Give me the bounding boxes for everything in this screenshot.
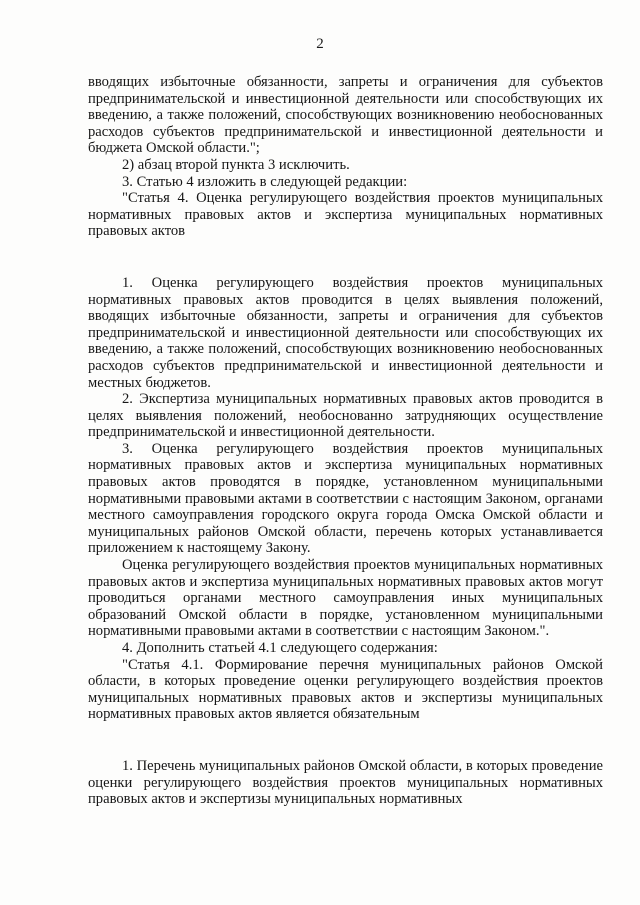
article-4-1-point-1: 1. Перечень муниципальных районов Омской области, в которых проведение оценки регулирующего воздействия проектов муниципальных нормативных правовых актов и экспертизы муниципальных нормативных (88, 757, 603, 808)
paragraph-item-2: 2) абзац второй пункта 3 исключить. (122, 156, 350, 173)
article-4-point-2: 2. Экспертиза муниципальных нормативных правовых актов проводится в целях выявления положений, необоснованно затрудняющих осуществление предпринимательской и инвестиционной деятельности. (88, 391, 603, 441)
article-4-point-1: 1. Оценка регулирующего воздействия проектов муниципальных нормативных правовых актов проводится в целях выявления положений, вводящих избыточные обязанности, запреты и ограничения для субъектов предпринимательской и инвестиционной деятельности или способствующих их введению, а также положений, способствующих возникновению необоснованных расходов субъектов предпринимательской и инвестиционной деятельности и местных бюджетов. (88, 274, 603, 391)
article-4-point-3: 3. Оценка регулирующего воздействия проектов муниципальных нормативных правовых актов и экспертиза муниципальных нормативных правовых актов проводятся в порядке, установленном муниципальными нормативными правовыми актами в соответствии с настоящим Законом, органами местного самоуправления городского округа города Омска Омской области и муниципальных районов Омской области, перечень которых устанавливается приложением к настоящему Закону. (88, 440, 603, 557)
article-4-point-3-paragraph-2: Оценка регулирующего воздействия проектов муниципальных нормативных правовых актов и экспертиза муниципальных нормативных правовых актов могут проводиться органами местного самоуправления иных муниципальных образований Омской области в порядке, установленном муниципальными нормативными правовыми актами в соответствии с настоящим Законом.". (88, 557, 603, 640)
paragraph-continuation: вводящих избыточные обязанности, запреты и ограничения для субъектов предпринимательской и инвестиционной деятельности или способствующих их введению, а также положений, способствующих возникновению необоснованных расходов субъектов предпринимательской и инвестиционной деятельности и бюджета Омской области."; (88, 74, 603, 157)
article-4-heading: "Статья 4. Оценка регулирующего воздействия проектов муниципальных нормативных правовых актов и экспертиза муниципальных нормативных правовых актов (88, 190, 603, 240)
paragraph-item-3: 3. Статью 4 изложить в следующей редакции: (122, 173, 408, 190)
page-number: 2 (316, 36, 324, 52)
article-4-1-heading: "Статья 4.1. Формирование перечня муниципальных районов Омской области, в которых проведение оценки регулирующего воздействия проектов муниципальных нормативных правовых актов и экспертизы муниципальных нормативных правовых актов является обязательным (88, 656, 603, 723)
document-body (88, 74, 603, 808)
paragraph-item-4: 4. Дополнить статьей 4.1 следующего содержания: (122, 640, 438, 656)
